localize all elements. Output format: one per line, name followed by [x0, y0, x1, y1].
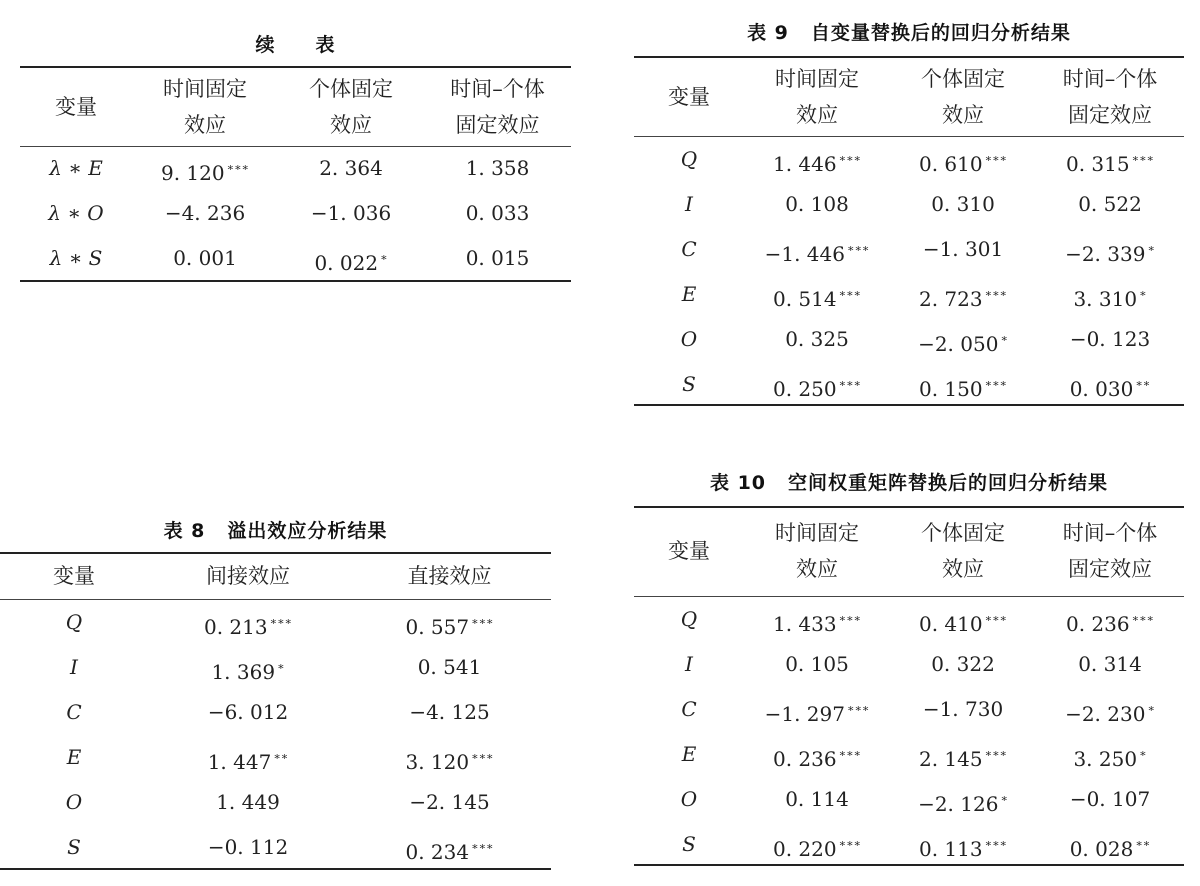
cell-value: −0. 123 — [1069, 327, 1151, 351]
table-cell — [1036, 781, 1184, 817]
row-variable: λ ∗ E — [49, 156, 103, 180]
table-8-caption: 溢出效应分析结果 — [227, 520, 388, 542]
cell-value: 0. 015 — [465, 246, 530, 270]
top-rule — [0, 552, 551, 554]
row-variable: S — [67, 835, 81, 859]
significance-marker: ∗ — [1000, 332, 1008, 345]
header-direct-effect: 直接效应 — [407, 564, 492, 588]
row-variable: E — [681, 742, 697, 766]
significance-marker: ∗∗∗ — [846, 242, 870, 255]
table-cell — [744, 736, 890, 777]
significance-marker: ∗∗∗ — [838, 152, 862, 165]
table-cell — [890, 781, 1036, 822]
cell-value: −4. 236 — [164, 201, 246, 225]
row-variable: C — [66, 700, 82, 724]
cell-value: 0. 541 — [417, 655, 482, 679]
table-cell — [148, 784, 348, 820]
cell-value: 0. 022 — [314, 251, 379, 275]
table-cell — [348, 694, 551, 730]
row-variable: Q — [680, 607, 698, 631]
cell-value: 0. 105 — [785, 652, 849, 676]
significance-marker: ∗∗∗ — [984, 747, 1008, 760]
header-variable: 变量 — [668, 539, 710, 563]
cell-value: −2. 145 — [409, 790, 490, 814]
cell-value: −2. 126 — [918, 792, 999, 816]
table-cell — [744, 601, 890, 642]
row-variable: I — [70, 655, 78, 679]
cell-value: 0. 213 — [203, 615, 268, 639]
significance-marker: ∗∗∗ — [1131, 612, 1155, 625]
significance-marker: ∗∗ — [1135, 377, 1151, 390]
significance-marker: ∗∗∗ — [984, 152, 1008, 165]
table-continued-title: 续 表 — [255, 34, 336, 56]
header-indiv-fixed-1: 个体固定 — [309, 77, 393, 101]
significance-marker: ∗ — [380, 251, 388, 264]
table-cell — [890, 691, 1036, 727]
header-twoway-1: 时间–个体 — [1062, 67, 1158, 91]
significance-marker: ∗ — [1139, 287, 1147, 300]
table-cell — [890, 826, 1036, 867]
significance-marker: ∗∗∗ — [984, 287, 1008, 300]
row-variable: C — [681, 697, 697, 721]
cell-value: 1. 369 — [211, 660, 276, 684]
header-variable: 变量 — [53, 564, 95, 588]
cell-value: −0. 112 — [207, 835, 289, 859]
table-cell — [348, 784, 551, 820]
cell-value: −1. 297 — [764, 702, 845, 726]
table-10-number: 表 10 — [709, 472, 767, 494]
cell-value: 0. 250 — [772, 377, 837, 401]
significance-marker: ∗∗∗ — [846, 702, 870, 715]
cell-value: 0. 220 — [772, 837, 837, 861]
table-9-caption: 自变量替换后的回归分析结果 — [810, 22, 1071, 44]
header-time-fixed-2: 效应 — [184, 113, 226, 137]
cell-value: 0. 315 — [1065, 152, 1130, 176]
cell-value: −1. 301 — [922, 237, 1004, 261]
cell-value: −0. 107 — [1069, 787, 1151, 811]
cell-value: 2. 723 — [918, 287, 983, 311]
significance-marker: ∗∗∗ — [1131, 152, 1155, 165]
significance-marker: ∗ — [1000, 792, 1008, 805]
significance-marker: ∗∗ — [273, 750, 289, 763]
cell-value: 0. 028 — [1069, 837, 1134, 861]
significance-marker: ∗∗∗ — [984, 377, 1008, 390]
row-variable: E — [66, 745, 82, 769]
table-cell — [348, 829, 551, 870]
row-variable: λ ∗ O — [48, 201, 104, 225]
header-time-fixed-2: 效应 — [796, 557, 838, 581]
table-cell — [744, 646, 890, 682]
significance-marker: ∗∗∗ — [226, 161, 250, 174]
cell-value: 0. 557 — [405, 615, 470, 639]
header-indiv-fixed-2: 效应 — [330, 113, 372, 137]
table-cell — [348, 604, 551, 645]
row-variable: O — [680, 787, 698, 811]
cell-value: 1. 446 — [772, 152, 837, 176]
cell-value: 1. 433 — [772, 612, 837, 636]
row-variable: O — [680, 327, 698, 351]
significance-marker: ∗∗∗ — [471, 840, 494, 853]
header-rule — [634, 596, 1184, 597]
header-time-fixed-1: 时间固定 — [775, 521, 859, 545]
table-cell — [1036, 601, 1184, 642]
row-variable: Q — [65, 610, 83, 634]
cell-value: 0. 114 — [785, 787, 849, 811]
table-cell — [744, 826, 890, 867]
table-8-title — [0, 516, 551, 543]
top-rule — [634, 506, 1184, 508]
significance-marker: ∗∗∗ — [984, 612, 1008, 625]
significance-marker: ∗∗∗ — [838, 287, 862, 300]
cell-value: 0. 234 — [405, 840, 470, 864]
cell-value: 2. 145 — [918, 747, 983, 771]
header-variable: 变量 — [668, 85, 710, 109]
cell-value: 2. 364 — [319, 156, 383, 180]
table-cell — [890, 601, 1036, 642]
table-cell — [1036, 826, 1184, 867]
table-10-title — [634, 468, 1184, 495]
header-variable: 变量 — [55, 95, 97, 119]
cell-value: 0. 325 — [785, 327, 849, 351]
cell-value: −1. 036 — [310, 201, 392, 225]
row-variable: S — [682, 372, 696, 396]
cell-value: 0. 030 — [1069, 377, 1134, 401]
cell-value: 0. 150 — [918, 377, 983, 401]
row-variable: Q — [680, 147, 698, 171]
table-9-number: 表 9 — [747, 22, 789, 44]
cell-value: 0. 514 — [772, 287, 837, 311]
cell-value: 1. 447 — [207, 750, 272, 774]
table-cell — [148, 604, 348, 645]
table-cell — [744, 781, 890, 817]
significance-marker: ∗ — [1147, 702, 1155, 715]
significance-marker: ∗∗∗ — [838, 747, 862, 760]
significance-marker: ∗∗∗ — [838, 612, 862, 625]
header-time-fixed-1: 时间固定 — [163, 77, 247, 101]
cell-value: 0. 314 — [1078, 652, 1142, 676]
significance-marker: ∗ — [277, 660, 285, 673]
significance-marker: ∗ — [1147, 242, 1155, 255]
significance-marker: ∗∗ — [1135, 837, 1151, 850]
header-twoway-1: 时间–个体 — [450, 77, 545, 101]
significance-marker: ∗∗∗ — [838, 377, 862, 390]
cell-value: −1. 446 — [764, 242, 845, 266]
significance-marker: ∗ — [1139, 747, 1147, 760]
header-time-fixed-1: 时间固定 — [775, 67, 859, 91]
cell-value: 0. 310 — [931, 192, 995, 216]
row-variable: I — [685, 192, 693, 216]
cell-value: −2. 230 — [1065, 702, 1146, 726]
table-cell — [148, 649, 348, 690]
table-cell — [348, 739, 551, 780]
cell-value: 0. 322 — [931, 652, 995, 676]
table-cell — [348, 649, 551, 685]
header-indiv-fixed-2: 效应 — [942, 103, 984, 127]
cell-value: −2. 339 — [1065, 242, 1146, 266]
table-cell — [148, 739, 348, 780]
header-rule — [0, 599, 551, 600]
cell-value: 0. 236 — [1065, 612, 1130, 636]
table-cell — [148, 829, 348, 865]
row-variable: E — [681, 282, 697, 306]
table-8 — [0, 0, 551, 886]
table-10 — [634, 0, 1184, 886]
header-twoway-2: 固定效应 — [1068, 103, 1152, 127]
significance-marker: ∗∗∗ — [471, 750, 494, 763]
cell-value: 9. 120 — [160, 161, 225, 185]
cell-value: 3. 310 — [1073, 287, 1138, 311]
row-variable: I — [685, 652, 693, 676]
table-8-number: 表 8 — [163, 520, 206, 542]
cell-value: 3. 120 — [405, 750, 470, 774]
cell-value: 3. 250 — [1073, 747, 1138, 771]
cell-value: −2. 050 — [918, 332, 999, 356]
table-cell — [744, 691, 890, 732]
cell-value: 0. 410 — [918, 612, 983, 636]
row-variable: λ ∗ S — [49, 246, 103, 270]
bottom-rule — [0, 868, 551, 870]
cell-value: 0. 610 — [918, 152, 983, 176]
cell-value: 0. 108 — [785, 192, 849, 216]
cell-value: −4. 125 — [409, 700, 490, 724]
header-indiv-fixed-1: 个体固定 — [921, 67, 1005, 91]
cell-value: 1. 449 — [216, 790, 280, 814]
significance-marker: ∗∗∗ — [269, 615, 293, 628]
cell-value: 1. 358 — [465, 156, 530, 180]
table-10-caption: 空间权重矩阵替换后的回归分析结果 — [788, 472, 1109, 494]
table-cell — [1036, 646, 1184, 682]
header-indirect-effect: 间接效应 — [206, 564, 290, 588]
table-cell — [890, 646, 1036, 682]
significance-marker: ∗∗∗ — [471, 615, 494, 628]
cell-value: −1. 730 — [922, 697, 1004, 721]
row-variable: S — [682, 832, 696, 856]
cell-value: −6. 012 — [207, 700, 289, 724]
significance-marker: ∗∗∗ — [984, 837, 1008, 850]
header-indiv-fixed-2: 效应 — [942, 557, 984, 581]
row-variable: C — [681, 237, 697, 261]
cell-value: 0. 001 — [173, 246, 237, 270]
header-indiv-fixed-1: 个体固定 — [921, 521, 1005, 545]
table-cell — [1036, 691, 1184, 732]
header-time-fixed-2: 效应 — [796, 103, 838, 127]
table-cell — [890, 736, 1036, 777]
header-twoway-2: 固定效应 — [1068, 557, 1152, 581]
cell-value: 0. 033 — [465, 201, 530, 225]
table-cell — [148, 694, 348, 730]
cell-value: 0. 113 — [918, 837, 983, 861]
header-twoway-2: 固定效应 — [455, 113, 540, 137]
table-cell — [1036, 736, 1184, 777]
cell-value: 0. 236 — [772, 747, 837, 771]
significance-marker: ∗∗∗ — [838, 837, 862, 850]
bottom-rule — [634, 864, 1184, 866]
header-twoway-1: 时间–个体 — [1062, 521, 1158, 545]
row-variable: O — [65, 790, 83, 814]
cell-value: 0. 522 — [1078, 192, 1142, 216]
